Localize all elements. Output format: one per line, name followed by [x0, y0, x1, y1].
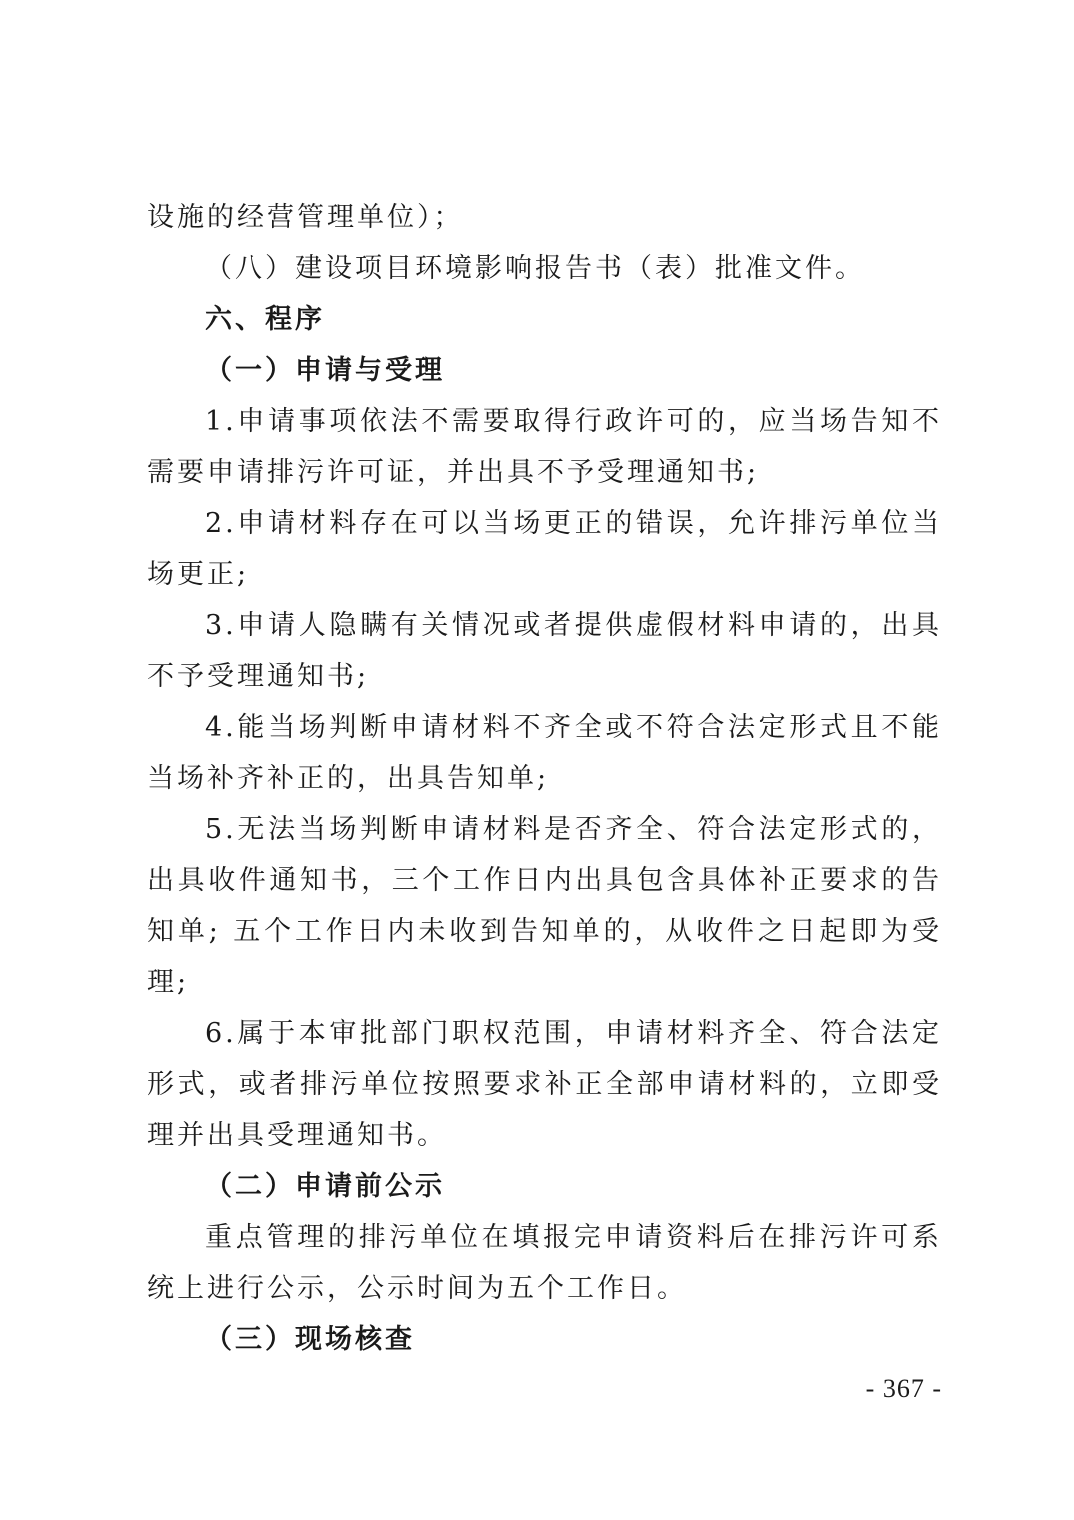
section-heading-procedure: 六、程序	[205, 304, 325, 335]
paragraph-continuation: 设施的经营管理单位）；	[147, 202, 464, 233]
subheading-pre-application-publicity: （二）申请前公示	[205, 1171, 445, 1202]
list-item-1: 1.申请事项依法不需要取得行政许可的，应当场告知不需要申请排污许可证，并出具不予受理通知书;	[147, 406, 942, 488]
list-item-4: 4.能当场判断申请材料不齐全或不符合法定形式且不能当场补齐补正的，出具告知单;	[147, 712, 942, 794]
subheading-site-inspection: （三）现场核查	[205, 1324, 415, 1355]
list-item-3: 3.申请人隐瞒有关情况或者提供虚假材料申请的，出具不予受理通知书;	[147, 610, 942, 692]
page-number: - 367 -	[865, 1374, 942, 1403]
list-item-6: 6.属于本审批部门职权范围，申请材料齐全、符合法定形式，或者排污单位按照要求补正全部申请材料的，立即受理并出具受理通知书。	[147, 1018, 942, 1151]
subheading-application-acceptance: （一）申请与受理	[205, 355, 445, 386]
paragraph-item-eight: （八）建设项目环境影响报告书（表）批准文件。	[205, 253, 865, 284]
list-item-5: 5.无法当场判断申请材料是否齐全、符合法定形式的，出具收件通知书，三个工作日内出具包含具体补正要求的告知单; 五个工作日内未收到告知单的，从收件之日起即为受理;	[147, 814, 942, 998]
paragraph-publicity: 重点管理的排污单位在填报完申请资料后在排污许可系统上进行公示，公示时间为五个工作日。	[147, 1222, 942, 1304]
document-body	[147, 192, 942, 1365]
list-item-2: 2.申请材料存在可以当场更正的错误，允许排污单位当场更正;	[147, 508, 942, 590]
